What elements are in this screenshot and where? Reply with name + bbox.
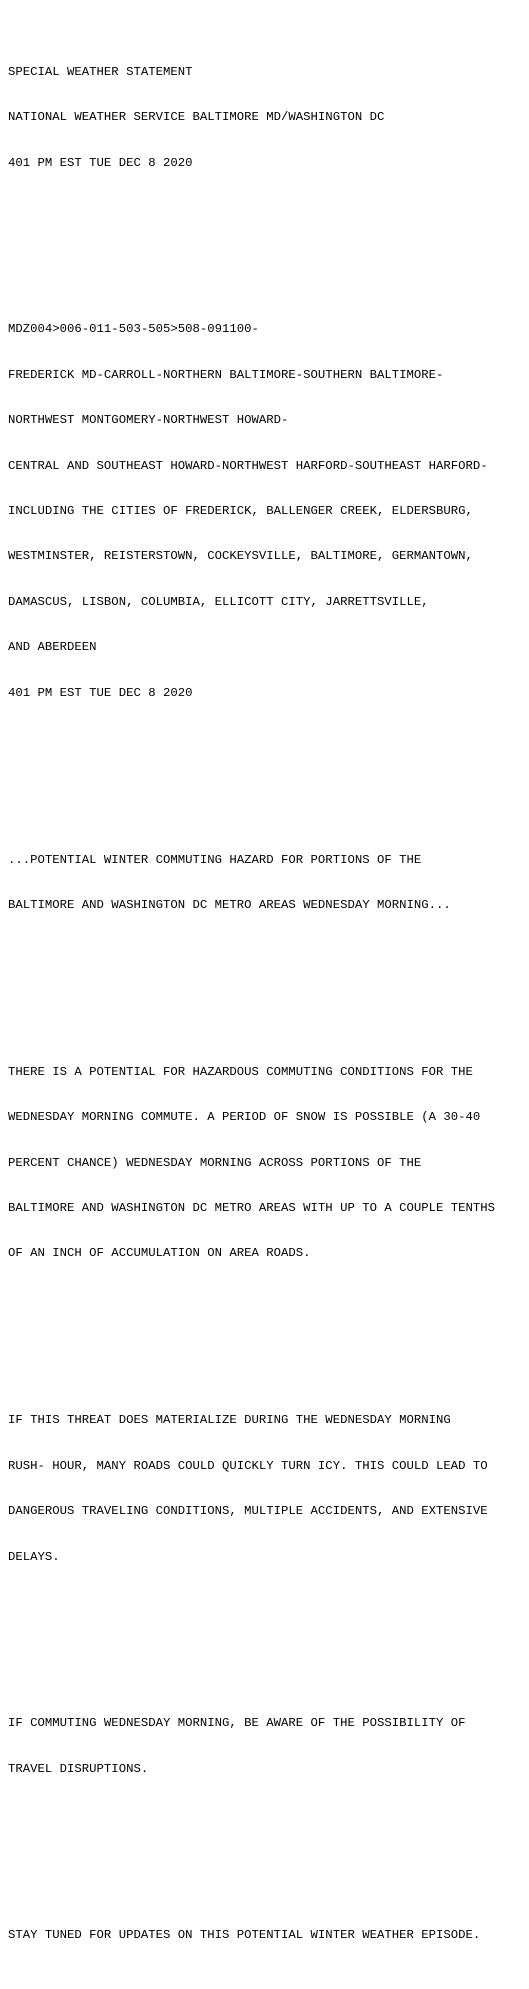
blank-line bbox=[8, 1625, 527, 1640]
paragraph-line: DANGEROUS TRAVELING CONDITIONS, MULTIPLE ACCIDENTS, AND EXTENSIVE bbox=[8, 1504, 488, 1519]
zone-names-line: FREDERICK MD-CARROLL-NORTHERN BALTIMORE-SOUTHERN BALTIMORE- bbox=[8, 367, 444, 382]
paragraph-advice bbox=[8, 1686, 527, 1807]
blank-line bbox=[8, 1322, 527, 1337]
paragraph-line: TRAVEL DISRUPTIONS. bbox=[8, 1761, 149, 1776]
issue-time: 401 PM EST TUE DEC 8 2020 bbox=[8, 155, 193, 170]
paragraph-line: IF COMMUTING WEDNESDAY MORNING, BE AWARE OF THE POSSIBILITY OF bbox=[8, 1716, 466, 1731]
paragraph-stay-tuned bbox=[8, 1898, 527, 1974]
zone-issue-time: 401 PM EST TUE DEC 8 2020 bbox=[8, 685, 193, 700]
paragraph-impacts bbox=[8, 1383, 527, 1595]
zone-names-line: CENTRAL AND SOUTHEAST HOWARD-NORTHWEST HARFORD-SOUTHEAST HARFORD- bbox=[8, 458, 488, 473]
blank-line bbox=[8, 1837, 527, 1852]
paragraph-line: DELAYS. bbox=[8, 1549, 60, 1564]
paragraph-hazard-potential bbox=[8, 1034, 527, 1292]
paragraph-line: RUSH- HOUR, MANY ROADS COULD QUICKLY TURN ICY. THIS COULD LEAD TO bbox=[8, 1458, 488, 1473]
paragraph-line: THERE IS A POTENTIAL FOR HAZARDOUS COMMUTING CONDITIONS FOR THE bbox=[8, 1064, 473, 1079]
paragraph-line: IF THIS THREAT DOES MATERIALIZE DURING THE WEDNESDAY MORNING bbox=[8, 1413, 451, 1428]
cities-line: INCLUDING THE CITIES OF FREDERICK, BALLENGER CREEK, ELDERSBURG, bbox=[8, 504, 473, 519]
headline-line: BALTIMORE AND WASHINGTON DC METRO AREAS WEDNESDAY MORNING... bbox=[8, 897, 451, 912]
blank-line bbox=[8, 231, 527, 246]
zone-names-line: NORTHWEST MONTGOMERY-NORTHWEST HOWARD- bbox=[8, 413, 289, 428]
blank-line bbox=[8, 974, 527, 989]
cities-line: WESTMINSTER, REISTERSTOWN, COCKEYSVILLE, BALTIMORE, GERMANTOWN, bbox=[8, 549, 473, 564]
paragraph-line: PERCENT CHANCE) WEDNESDAY MORNING ACROSS PORTIONS OF THE bbox=[8, 1155, 422, 1170]
paragraph-line: STAY TUNED FOR UPDATES ON THIS POTENTIAL WINTER WEATHER EPISODE. bbox=[8, 1928, 481, 1943]
blank-line bbox=[8, 762, 527, 777]
paragraph-line: OF AN INCH OF ACCUMULATION ON AREA ROADS. bbox=[8, 1246, 311, 1261]
headline bbox=[8, 822, 527, 943]
paragraph-line: WEDNESDAY MORNING COMMUTE. A PERIOD OF SNOW IS POSSIBLE (A 30-40 bbox=[8, 1110, 481, 1125]
paragraph-line: BALTIMORE AND WASHINGTON DC METRO AREAS WITH UP TO A COUPLE TENTHS bbox=[8, 1201, 496, 1216]
issuing-office: NATIONAL WEATHER SERVICE BALTIMORE MD/WASHINGTON DC bbox=[8, 110, 385, 125]
zone-codes: MDZ004>006-011-503-505>508-091100- bbox=[8, 322, 259, 337]
cities-line: AND ABERDEEN bbox=[8, 640, 97, 655]
zone-block bbox=[8, 292, 527, 731]
statement-header bbox=[8, 34, 527, 201]
statement-title: SPECIAL WEATHER STATEMENT bbox=[8, 64, 193, 79]
headline-line: ...POTENTIAL WINTER COMMUTING HAZARD FOR PORTIONS OF THE bbox=[8, 852, 422, 867]
weather-statement-document bbox=[8, 4, 527, 1989]
cities-line: DAMASCUS, LISBON, COLUMBIA, ELLICOTT CITY, JARRETTSVILLE, bbox=[8, 594, 429, 609]
